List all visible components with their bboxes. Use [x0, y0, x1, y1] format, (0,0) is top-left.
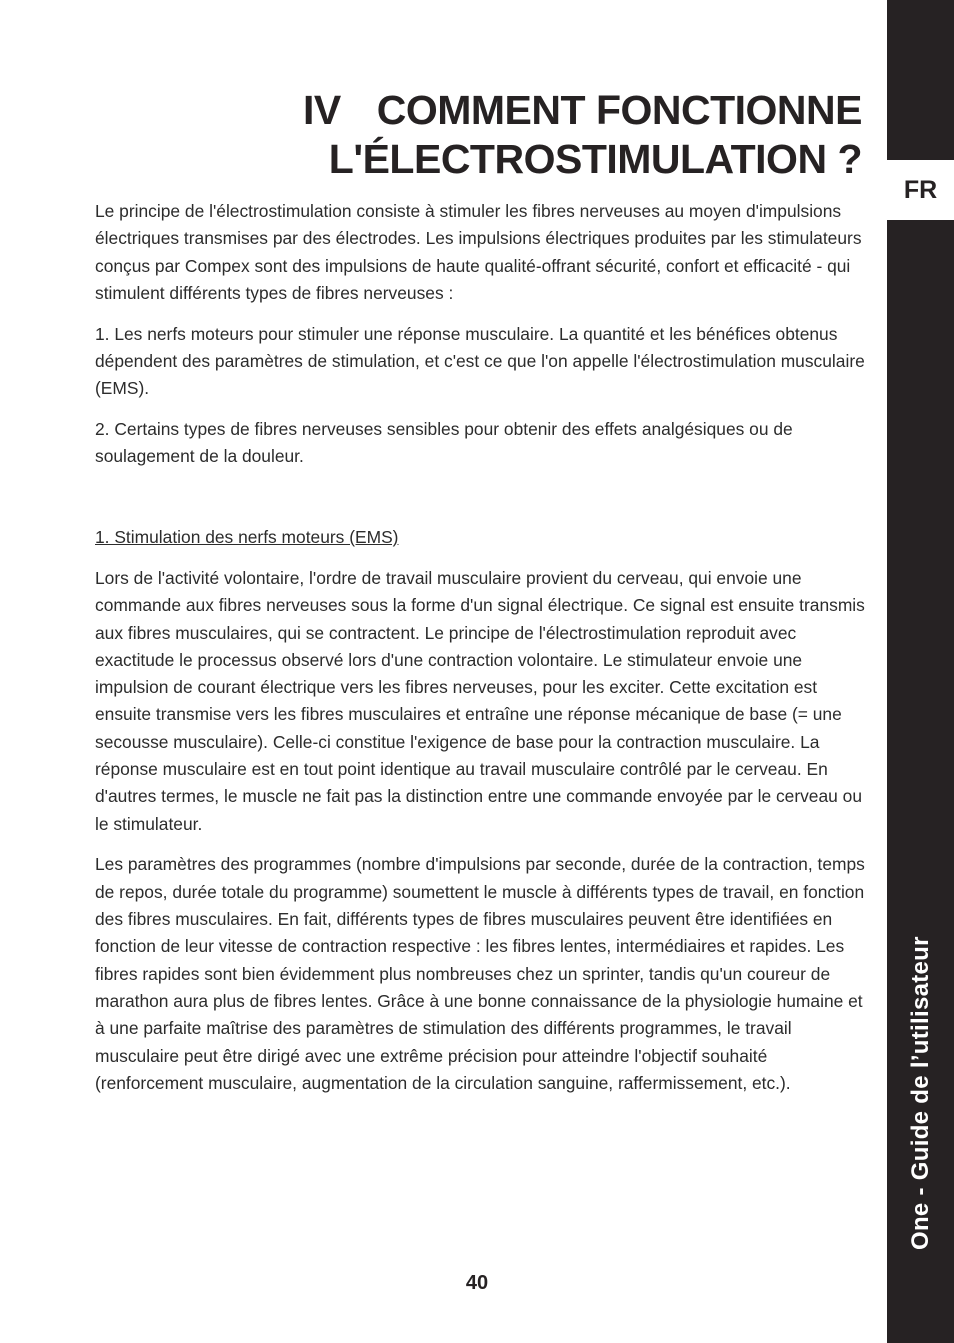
ems-paragraph-1: Lors de l'activité volontaire, l'ordre de travail musculaire provient du cerveau, qui envoie une commande aux fibres nerveuses sous la forme d'un signal électrique. Ce signal est ensuite transmis aux fibres musculaires, qui se contractent. Le principe de l'électrostimulation reproduit avec exactitude le processus observé lors d'une contraction volontaire. Le stimulateur envoie une impulsion de courant électrique vers les fibres nerveuses, pour les exciter. Cette excitation est ensuite transmise vers les fibres musculaires et entraîne une réponse mécanique de base (= une secousse musculaire). Celle-ci constitue l'exigence de base pour la contraction musculaire. La réponse musculaire est en tout point identique au travail musculaire contrôlé par le cerveau. En d'autres termes, le muscle ne fait pas la distinction entre une commande envoyée par le cerveau ou le stimulateur. [95, 567, 865, 834]
section-number: IV [303, 87, 341, 133]
page-number: 40 [465, 1272, 489, 1294]
intro-paragraph: Le principe de l'électrostimulation consiste à stimuler les fibres nerveuses au moyen d'impulsions électriques transmises par des électrodes. Les impulsions électriques produites par les stimulateurs conçus par Compex sont des impulsions de haute qualité-offrant sécurité, confort et efficacité - qui stimulent différents types de fibres nerveuses : [95, 201, 862, 303]
language-tab-label: FR [903, 175, 938, 204]
section-subheading: 1. Stimulation des nerfs moteurs (EMS) [95, 527, 399, 548]
page-title [162, 86, 862, 184]
main-content [95, 198, 865, 1111]
section-spacer [95, 484, 865, 524]
title-text-1: COMMENT FONCTIONNE [376, 87, 862, 133]
sidebar-vertical-label: One - Guide de l’utilisateur [907, 936, 934, 1250]
list-item-motor-nerves: 1. Les nerfs moteurs pour stimuler une réponse musculaire. La quantité et les bénéfices obtenus dépendent des paramètres de stimulation, et c'est ce que l'on appelle l'électrostimulation musculaire (EMS). [95, 323, 865, 399]
ems-paragraph-2: Les paramètres des programmes (nombre d'impulsions par seconde, durée de la contraction, temps de repos, durée totale du programme) soumettent le muscle à différents types de travail, en fonction des fibres musculaires. En fait, différents types de fibres musculaires peuvent être identifiées en fonction de leur vitesse de contraction respective : les fibres lentes, intermédiaires et rapides. Les fibres rapides sont bien évidemment plus nombreuses chez un sprinter, tandis qu'un coureur de marathon aura plus de fibres lentes. Grâce à une bonne connaissance de la physiologie humaine et à une parfaite maîtrise des paramètres de stimulation des différents programmes, le travail musculaire peut être dirigé avec une extrême précision pour atteindre l'objectif souhaité (renforcement musculaire, augmentation de la circulation sanguine, raffermissement, etc.). [95, 854, 865, 1093]
title-line-2: L'ÉLECTROSTIMULATION ? [328, 136, 862, 182]
sidebar-top-band [887, 0, 954, 160]
list-item-sensory-fibres: 2. Certains types de fibres nerveuses sensibles pour obtenir des effets analgésiques ou de soulagement de la douleur. [95, 419, 793, 467]
language-tab [887, 160, 954, 220]
title-line-1 [162, 86, 862, 135]
